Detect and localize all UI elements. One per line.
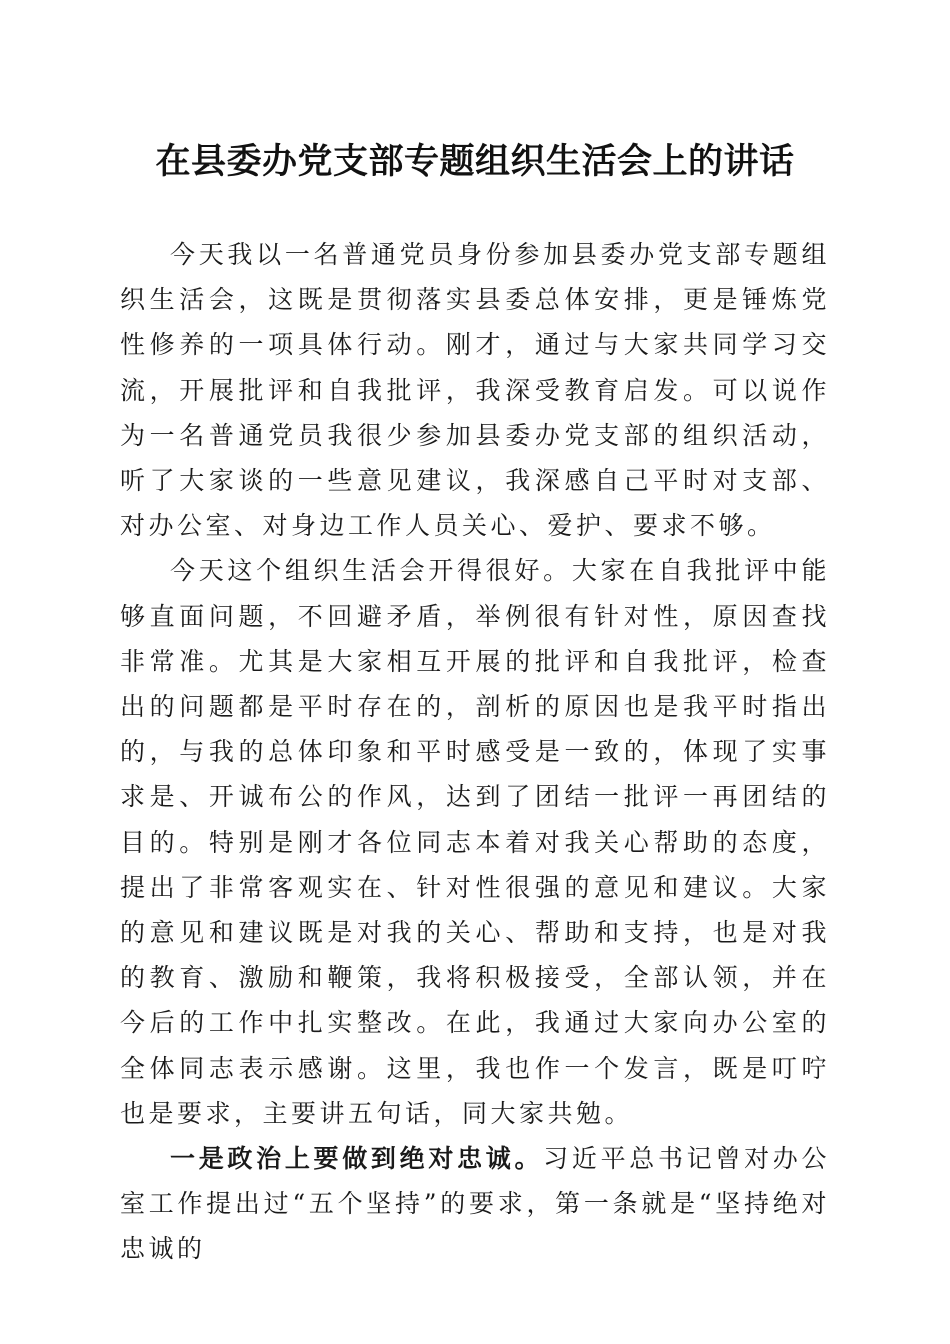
paragraph-point-one	[120, 1136, 830, 1272]
paragraph-evaluation: 今天这个组织生活会开得很好。大家在自我批评中能够直面问题，不回避矛盾，举例很有针对性，原因查找非常准。尤其是大家相互开展的批评和自我批评，检查出的问题都是平时存在的，剖析的原因也是我平时指出的，与我的总体印象和平时感受是一致的，体现了实事求是、开诚布公的作风，达到了团结一批评一再团结的目的。特别是刚才各位同志本着对我关心帮助的态度，提出了非常客观实在、针对性很强的意见和建议。大家的意见和建议既是对我的关心、帮助和支持，也是对我的教育、激励和鞭策，我将积极接受，全部认领，并在今后的工作中扎实整改。在此，我通过大家向办公室的全体同志表示感谢。这里，我也作一个发言，既是叮咛也是要求，主要讲五句话，同大家共勉。	[120, 556, 830, 1128]
paragraph-opening: 今天我以一名普通党员身份参加县委办党支部专题组织生活会，这既是贯彻落实县委总体安排，更是锤炼党性修养的一项具体行动。刚才，通过与大家共同学习交流，开展批评和自我批评，我深受教育启发。可以说作为一名普通党员我很少参加县委办党支部的组织活动，听了大家谈的一些意见建议，我深感自己平时对支部、对办公室、对身边工作人员关心、爱护、要求不够。	[120, 240, 830, 541]
point-one-heading: 一是政治上要做到绝对忠诚。	[170, 1144, 544, 1174]
point-one-text: 习近平总书记曾对办公室工作提出过“五个坚持”的要求，第一条就是“坚持绝对忠诚的	[120, 1144, 830, 1264]
document-body	[120, 232, 830, 1272]
document-title: 在县委办党支部专题组织生活会上的讲话	[155, 141, 795, 182]
